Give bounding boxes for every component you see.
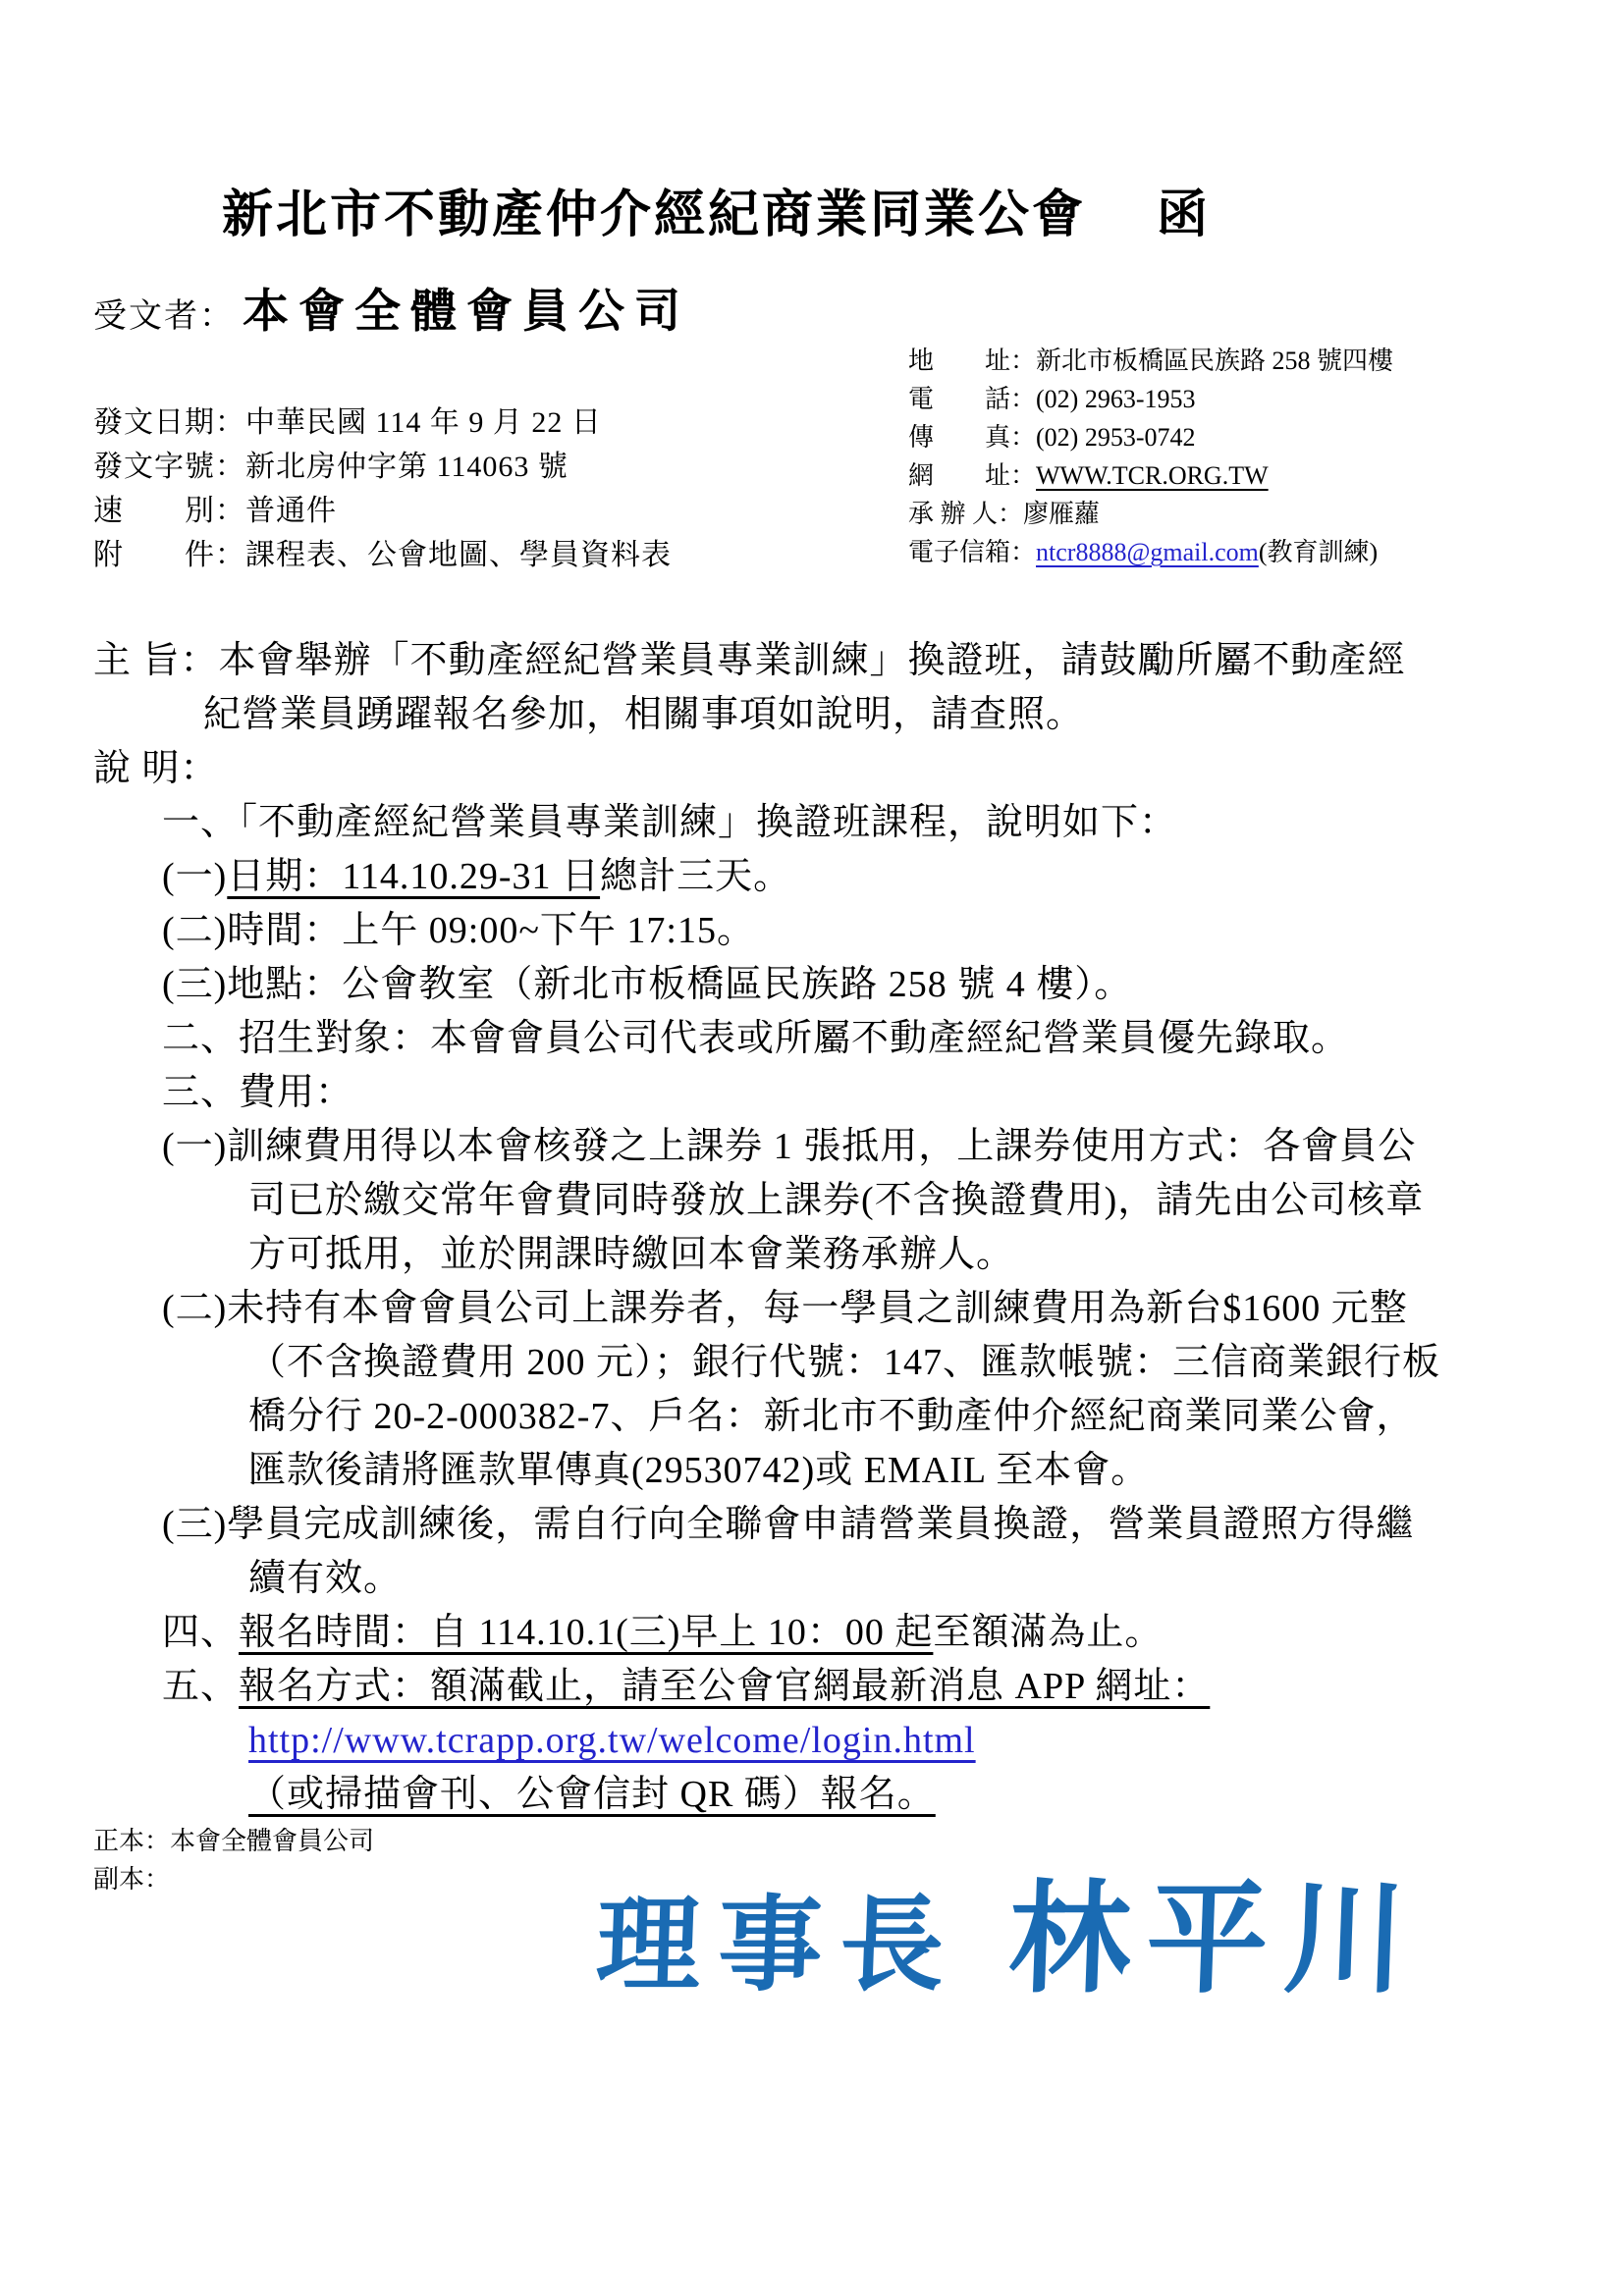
text-segment: (一)訓練費用得以本會核發之上課券 1 張抵用，上課券使用方式：各會員公	[162, 1126, 1417, 1167]
text-segment: 說 明：	[93, 748, 219, 789]
text-segment: 地 址：新北市板橋區民族路 258 號四樓	[908, 347, 1394, 375]
text-segment: 司已於繳交常年會費同時發放上課券(不含換證費用)，請先由公司核章	[248, 1180, 1425, 1221]
text-segment: WWW.TCR.ORG.TW	[1036, 461, 1269, 490]
text-line	[248, 1174, 1440, 1228]
text-line	[203, 688, 1440, 742]
text-line	[93, 742, 1440, 796]
text-segment: 一、「不動產經紀營業員專業訓練」換證班課程，說明如下：	[162, 802, 1178, 843]
document-title	[222, 173, 1211, 246]
text-line	[162, 958, 1440, 1012]
text-segment: 匯款後請將匯款單傳真(29530742)或 EMAIL 至本會。	[248, 1450, 1150, 1491]
text-line	[248, 1336, 1440, 1390]
copies-block	[93, 1822, 374, 1898]
text-line	[248, 1390, 1440, 1444]
text-segment: 速 別：普通件	[93, 495, 337, 527]
text-line	[248, 1228, 1440, 1282]
text-line	[162, 1606, 1440, 1660]
text-segment: （或掃描會刊、公會信封 QR 碼）報名。	[248, 1774, 936, 1815]
text-segment: 日期：114.10.29-31 日	[227, 856, 601, 897]
text-segment: (三)地點：公會教室（新北市板橋區民族路 258 號 4 樓）。	[162, 964, 1133, 1005]
chairman-title: 理事長	[594, 1885, 964, 2005]
text-line	[162, 850, 1440, 904]
text-line	[908, 380, 1393, 418]
document-type-label: 函	[1157, 187, 1212, 243]
text-line	[162, 1012, 1440, 1066]
text-segment: 三、費用：	[162, 1072, 354, 1113]
text-line	[162, 1660, 1440, 1714]
text-segment: 四、	[162, 1612, 240, 1653]
text-line	[908, 342, 1393, 380]
text-line	[93, 1860, 374, 1898]
text-line	[93, 445, 672, 489]
recipient-label: 受文者：	[93, 298, 235, 335]
text-segment: 網 址：	[908, 461, 1037, 490]
text-segment: （不含換證費用 200 元）；銀行代號：147、匯款帳號：三信商業銀行板	[248, 1342, 1441, 1383]
letter-body	[93, 634, 1440, 1822]
text-line	[908, 495, 1393, 533]
text-segment: 承 辦 人：廖雁蘿	[908, 500, 1101, 528]
text-line	[93, 400, 672, 445]
text-line	[162, 1120, 1440, 1174]
recipient-value: 本會全體會員公司	[243, 287, 690, 338]
text-segment: 副本：	[93, 1865, 171, 1894]
chairman-name: 林平川	[1006, 1869, 1425, 2010]
text-line	[162, 796, 1440, 850]
text-segment: 報名時間：自 114.10.1(三)早上 10：00 起	[239, 1612, 934, 1653]
text-segment: 至額滿為止。	[933, 1612, 1164, 1653]
text-line	[162, 1498, 1440, 1552]
hyperlink[interactable]: http://www.tcrapp.org.tw/welcome/login.html	[248, 1720, 976, 1761]
text-segment: 五、	[162, 1666, 240, 1707]
text-segment: (三)學員完成訓練後，需自行向全聯會申請營業員換證，營業員證照方得繼	[162, 1504, 1415, 1545]
recipient-row	[93, 275, 690, 341]
text-line	[162, 1282, 1440, 1336]
text-segment: 總計三天。	[600, 856, 792, 897]
chairman-signature	[594, 1842, 1425, 2016]
text-segment: 續有效。	[248, 1558, 403, 1599]
text-segment: 二、招生對象：本會會員公司代表或所屬不動產經紀營業員優先錄取。	[162, 1018, 1350, 1059]
text-line	[248, 1444, 1440, 1498]
text-segment: 紀營業員踴躍報名參加，相關事項如說明，請查照。	[203, 694, 1085, 735]
issuing-org-name: 新北市不動產仲介經紀商業同業公會	[222, 187, 1087, 243]
text-line	[162, 904, 1440, 958]
text-line	[162, 1066, 1440, 1120]
text-line	[93, 533, 672, 577]
text-segment: 主 旨：本會舉辦「不動產經紀營業員專業訓練」換證班，請鼓勵所屬不動產經	[93, 640, 1406, 681]
text-segment: 附 件：課程表、公會地圖、學員資料表	[93, 539, 672, 571]
contact-info-block	[908, 342, 1393, 571]
text-line	[93, 634, 1440, 688]
text-segment: 發文日期：中華民國 114 年 9 月 22 日	[93, 406, 602, 439]
text-segment: 電 話：(02) 2963-1953	[908, 385, 1196, 413]
text-line	[93, 1822, 374, 1860]
hyperlink[interactable]: ntcr8888@gmail.com	[1036, 538, 1259, 566]
text-line	[908, 418, 1393, 456]
text-segment: (二)未持有本會會員公司上課券者，每一學員之訓練費用為新台$1600 元整	[162, 1288, 1408, 1329]
text-segment: 傳 真：(02) 2953-0742	[908, 423, 1196, 452]
text-segment: (一)	[162, 856, 228, 897]
text-segment: (二)時間：上午 09:00~下午 17:15。	[162, 910, 755, 951]
text-line	[908, 533, 1393, 571]
text-segment: 橋分行 20-2-000382-7、戶名：新北市不動產仲介經紀商業同業公會，	[248, 1396, 1415, 1437]
text-segment: 正本：本會全體會員公司	[93, 1827, 375, 1855]
text-segment: 發文字號：新北房仲字第 114063 號	[93, 451, 568, 483]
text-line	[248, 1714, 1440, 1768]
text-line	[248, 1768, 1440, 1822]
text-line	[908, 456, 1393, 495]
dispatch-meta-block	[93, 400, 672, 577]
text-line	[93, 489, 672, 533]
text-segment: 電子信箱：	[908, 538, 1037, 566]
text-line	[248, 1552, 1440, 1606]
text-segment: 方可抵用，並於開課時繳回本會業務承辦人。	[248, 1234, 1015, 1275]
text-segment: (教育訓練)	[1258, 538, 1379, 566]
text-segment: 報名方式：額滿截止，請至公會官網最新消息 APP 網址：	[239, 1666, 1211, 1707]
